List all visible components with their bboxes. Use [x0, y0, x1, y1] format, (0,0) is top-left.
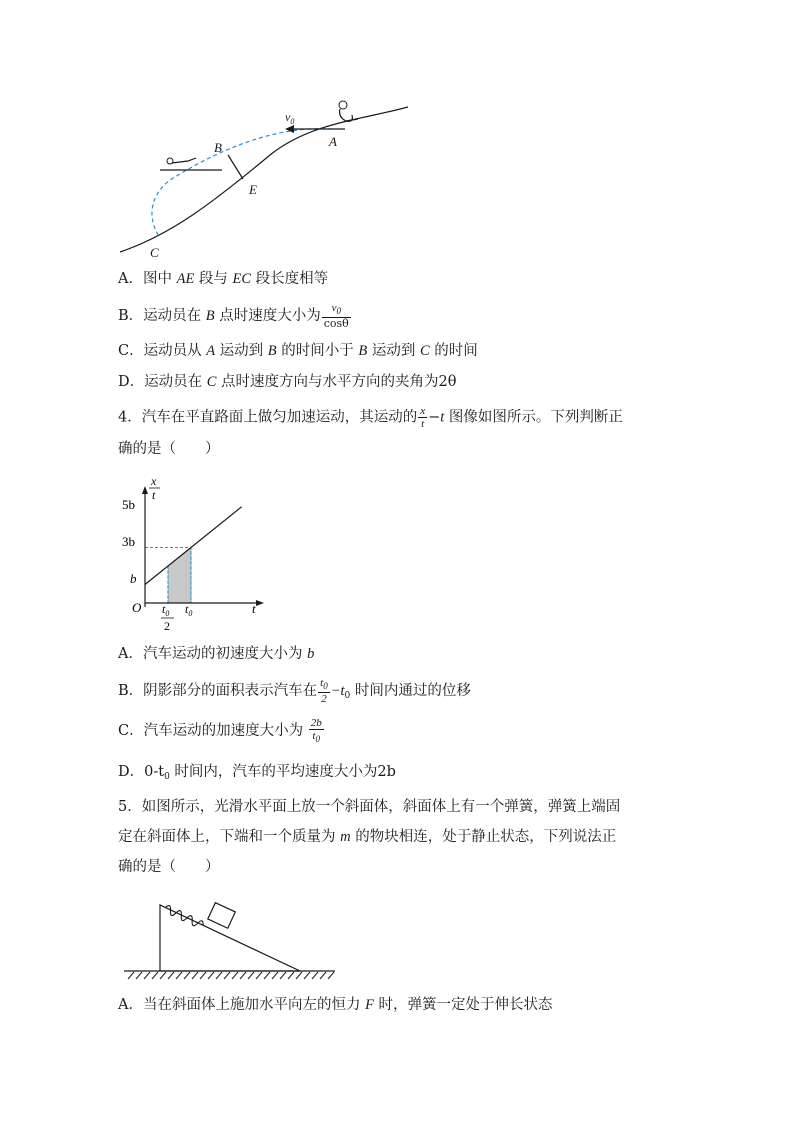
x-over-t-fraction: $\frac{x}{t}$ — [420, 405, 426, 430]
tick-t-half-num: $t_0$ — [162, 602, 170, 618]
data-line — [145, 507, 242, 585]
origin-label: O — [132, 600, 142, 615]
q5-stem-line2: 定在斜面体上，下端和一个质量为 m 的物块相连，处于静止状态，下列说法正 — [118, 829, 617, 845]
q5-stem-line1: 5．如图所示，光滑水平面上放一个斜面体，斜面体上有一个弹簧，弹簧上端固 — [118, 799, 621, 815]
label-E: E — [249, 182, 257, 197]
y-axis-arrow — [142, 486, 148, 494]
q4-option-b[interactable]: B．阴影部分的面积表示汽车在 $\frac{t_0}{2}$ $-t_0$ 时间内通过的位移 — [118, 677, 471, 705]
ski-slope-figure — [110, 95, 430, 265]
tick-t0: $t_0$ — [185, 602, 193, 618]
y-axis-label-den: t — [152, 488, 156, 502]
label-B: B — [214, 140, 222, 155]
skier-right-icon — [339, 101, 358, 121]
q4-option-a[interactable]: A．汽车运动的初速度大小为 b — [118, 646, 315, 662]
label-C: C — [150, 245, 159, 260]
q3-option-c[interactable]: C．运动员从 A 运动到 B 的时间小于 B 运动到 C 的时间 — [118, 343, 478, 359]
segment-BE — [228, 155, 243, 179]
tick-3b: 3b — [122, 534, 135, 549]
xt-t-chart — [118, 472, 278, 632]
q4-option-c[interactable]: C．汽车运动的加速度大小为 $\frac{2b}{t_0}$ — [118, 717, 322, 744]
acceleration-fraction: $\frac{2b}{t_0}$ — [310, 717, 322, 744]
q3-option-b[interactable]: B．运动员在 B 点时速度大小为 $\frac{v_0}{\cos\theta}$ — [118, 302, 349, 330]
x-axis-label: t — [252, 601, 256, 616]
label-v0: $v_0$ — [285, 110, 295, 126]
q4-stem-line2: 确的是（ ） — [118, 441, 220, 457]
label-A: A — [329, 134, 337, 149]
velocity-fraction: $\frac{v_0}{\cos\theta}$ — [323, 302, 349, 330]
q4-stem-line1: 4．汽车在平直路面上做匀加速运动，其运动的 $\frac{x}{t}$ −t 图像如图所示。下列判断正 — [118, 405, 623, 430]
shaded-trapezoid — [168, 548, 191, 604]
slope-curve — [120, 107, 408, 252]
q5-stem-line3: 确的是（ ） — [118, 859, 220, 875]
q4-option-d[interactable]: D．$0-t_0$ 时间内，汽车的平均速度大小为2b — [118, 764, 396, 782]
tick-b: b — [130, 571, 137, 586]
y-axis-label-num: x — [151, 474, 157, 488]
x-axis-arrow — [256, 600, 264, 606]
t0-half-fraction: $\frac{t_0}{2}$ — [320, 677, 328, 705]
trajectory-curve — [152, 129, 332, 238]
incline-spring-figure — [120, 895, 340, 985]
q3-option-a[interactable]: A．图中 AE 段与 EC 段长度相等 — [118, 271, 329, 287]
q3-option-d[interactable]: D．运动员在 C 点时速度方向与水平方向的夹角为2θ — [118, 374, 457, 390]
tick-5b: 5b — [122, 497, 135, 512]
ground-hatch — [128, 972, 334, 979]
skier-left-icon — [167, 158, 196, 164]
block — [208, 903, 236, 929]
q5-option-a[interactable]: A．当在斜面体上施加水平向左的恒力 F 时，弹簧一定处于伸长状态 — [118, 997, 553, 1013]
tick-t-half-den: 2 — [164, 619, 170, 632]
